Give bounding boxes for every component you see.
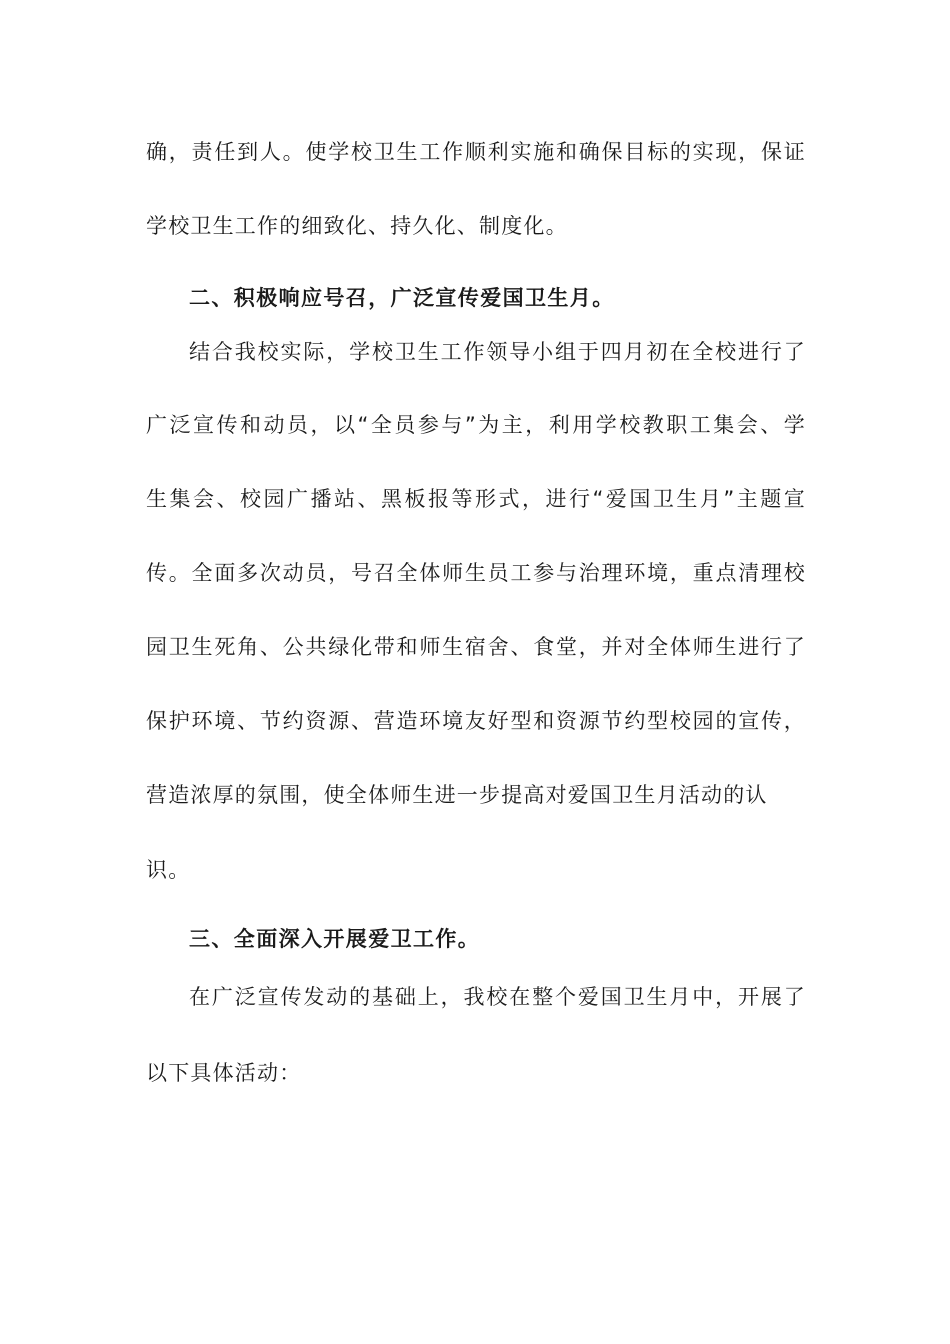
paragraph-line: 识。 [146,858,191,882]
paragraph-line: 确，责任到人。使学校卫生工作顺利实施和确保目标的实现，保证 [146,140,806,164]
paragraph-line: 广泛宣传和动员，以“全员参与”为主，利用学校教职工集会、学 [146,413,806,437]
section-heading: 三、全面深入开展爱卫工作。 [189,927,481,951]
paragraph-line: 在广泛宣传发动的基础上，我校在整个爱国卫生月中，开展了 [189,985,806,1009]
paragraph-line: 生集会、校园广播站、黑板报等形式，进行“爱国卫生月”主题宣 [146,487,806,511]
paragraph-line: 营造浓厚的氛围，使全体师生进一步提高对爱国卫生月活动的认 [146,783,768,807]
paragraph-line: 传。全面多次动员，号召全体师生员工参与治理环境，重点清理校 [146,561,806,585]
paragraph-line: 保护环境、节约资源、营造环境友好型和资源节约型校园的宣传， [146,709,806,733]
section-heading: 二、积极响应号召，广泛宣传爱国卫生月。 [189,286,615,310]
paragraph-line: 以下具体活动： [146,1061,302,1085]
paragraph-line: 园卫生死角、公共绿化带和师生宿舍、食堂，并对全体师生进行了 [146,635,806,659]
paragraph-line: 结合我校实际，学校卫生工作领导小组于四月初在全校进行了 [189,340,806,364]
paragraph-line: 学校卫生工作的细致化、持久化、制度化。 [146,214,568,238]
